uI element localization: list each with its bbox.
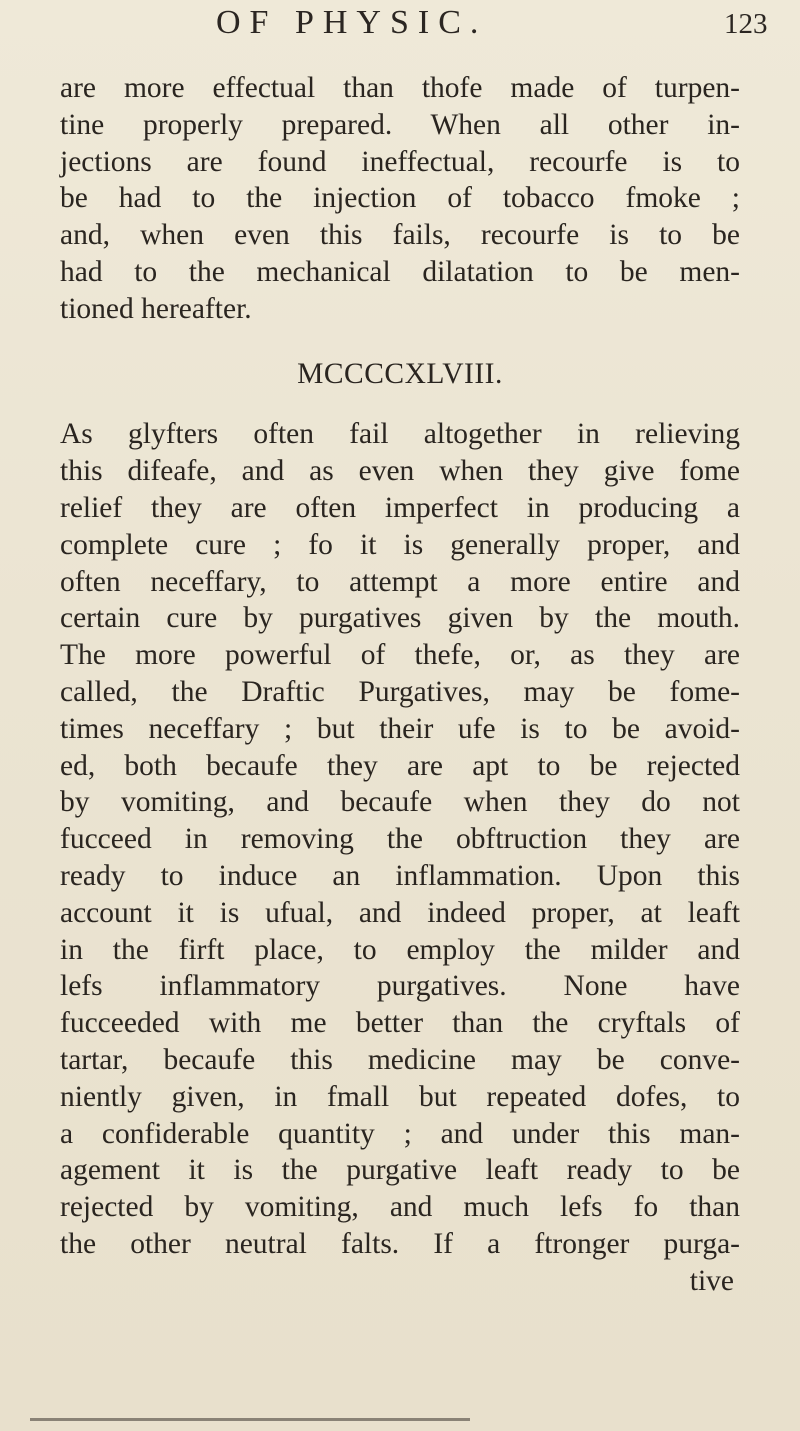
text-line: tioned hereafter. <box>60 292 252 325</box>
text-line: jections are found ineffectual, recourfe is to <box>60 145 740 178</box>
text-line: are more effectual than thofe made of turpen- <box>60 72 740 104</box>
running-title: OF PHYSIC. <box>216 4 488 41</box>
text-line: ready to induce an inflammation. Upon this <box>60 859 740 892</box>
text-line: this difeafe, and as even when they give fome <box>60 455 740 488</box>
text-line: a confiderable quantity ; and under this man- <box>60 1117 740 1150</box>
text-line: certain cure by purgatives given by the mouth. <box>60 602 740 635</box>
text-line: be had to the injection of tobacco fmoke ; <box>60 182 740 215</box>
paragraph-continuation <box>60 70 740 328</box>
text-line: account it is ufual, and indeed proper, at leaft <box>60 896 740 929</box>
text-line: in the firft place, to employ the milder and <box>60 933 740 966</box>
text-line: tine properly prepared. When all other in- <box>60 108 740 141</box>
text-line: had to the mechanical dilatation to be men- <box>60 255 740 288</box>
text-line: called, the Draftic Purgatives, may be fome- <box>60 675 740 708</box>
text-line: fucceeded with me better than the cryftals of <box>60 1007 740 1040</box>
text-line: lefs inflammatory purgatives. None have <box>60 970 740 1003</box>
text-line: times neceffary ; but their ufe is to be avoid- <box>60 712 740 745</box>
text-line: fucceed in removing the obftruction they are <box>60 823 740 856</box>
running-head <box>0 2 800 46</box>
text-line: niently given, in fmall but repeated dofes, to <box>60 1080 740 1113</box>
catchword: tive <box>689 1264 734 1297</box>
text-line: by vomiting, and becaufe when they do not <box>60 786 740 819</box>
text-line: agement it is the purgative leaft ready to be <box>60 1154 740 1187</box>
page-edge-mark <box>30 1418 470 1421</box>
text-line: As glyfters often fail altogether in relieving <box>60 418 740 451</box>
text-line: The more powerful of thefe, or, as they are <box>60 639 740 672</box>
text-line: the other neutral falts. If a ftronger purga- <box>60 1227 740 1260</box>
page-number: 123 <box>724 8 768 40</box>
text-line: rejected by vomiting, and much lefs fo than <box>60 1191 740 1224</box>
text-line: often neceffary, to attempt a more entire and <box>60 565 740 598</box>
section-heading: MCCCCXLVIII. <box>297 357 503 390</box>
paragraph-section-1448 <box>60 416 740 1299</box>
text-line: ed, both becaufe they are apt to be rejected <box>60 749 740 782</box>
body-text <box>60 70 740 1300</box>
text-line: complete cure ; fo it is generally proper, and <box>60 528 740 561</box>
text-line: relief they are often imperfect in producing a <box>60 491 740 524</box>
text-line: and, when even this fails, recourfe is to be <box>60 219 740 252</box>
text-line: tartar, becaufe this medicine may be conve- <box>60 1043 740 1076</box>
